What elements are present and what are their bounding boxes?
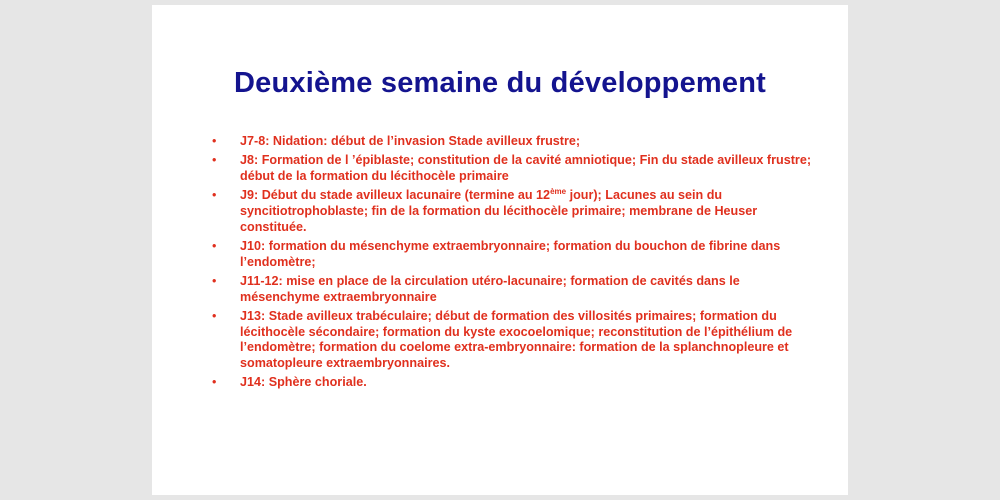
bullet-list [212, 134, 812, 395]
list-item-text: J9: Début du stade avilleux lacunaire (termine au 12 [240, 188, 551, 203]
list-item [212, 188, 812, 235]
list-item [212, 134, 812, 150]
list-item [212, 309, 812, 372]
list-item-text: J8: Formation de l ’épiblaste; constitution de la cavité amniotique; Fin du stade avilleux frustre; début de la formation du lécithocèle primaire [240, 153, 812, 183]
bullet-icon: • [212, 274, 217, 288]
list-item-text: J10: formation du mésenchyme extraembryonnaire; formation du bouchon de fibrine dans l’endomètre; [240, 239, 781, 269]
bullet-icon: • [212, 188, 217, 203]
list-item [212, 274, 812, 305]
slide-title: Deuxième semaine du développement [234, 67, 766, 99]
list-item [212, 153, 812, 184]
list-item-text: J11-12: mise en place de la circulation utéro-lacunaire; formation de cavités dans le mésenchyme extraembryonnaire [240, 274, 740, 304]
list-item-text-continued: jour); Lacunes au sein du syncitiotrophoblaste; fin de la formation du lécithocèle primaire; membrane de Heuser constituée. [240, 188, 758, 234]
bullet-icon: • [212, 153, 217, 168]
bullet-icon: • [212, 309, 217, 323]
list-item-text: J13: Stade avilleux trabéculaire; début de formation des villosités primaires; formation du lécithocèle sécondaire; formation du kyste exocoelomique; reconstitution de l’épithélium de l’endomètre; formation du coelome extra-embryonnaire: formation de la splanchnopleure et somatopleure extraembryonnaires. [240, 309, 793, 371]
superscript-text: ème [550, 187, 567, 197]
list-item-text: J14: Sphère choriale. [240, 375, 367, 390]
bullet-icon: • [212, 134, 217, 148]
bullet-icon: • [212, 239, 217, 253]
list-item [212, 375, 812, 391]
list-item-text: J7-8: Nidation: début de l’invasion Stade avilleux frustre; [240, 134, 581, 148]
list-item [212, 239, 812, 270]
slide [152, 5, 848, 495]
bullet-icon: • [212, 375, 217, 390]
